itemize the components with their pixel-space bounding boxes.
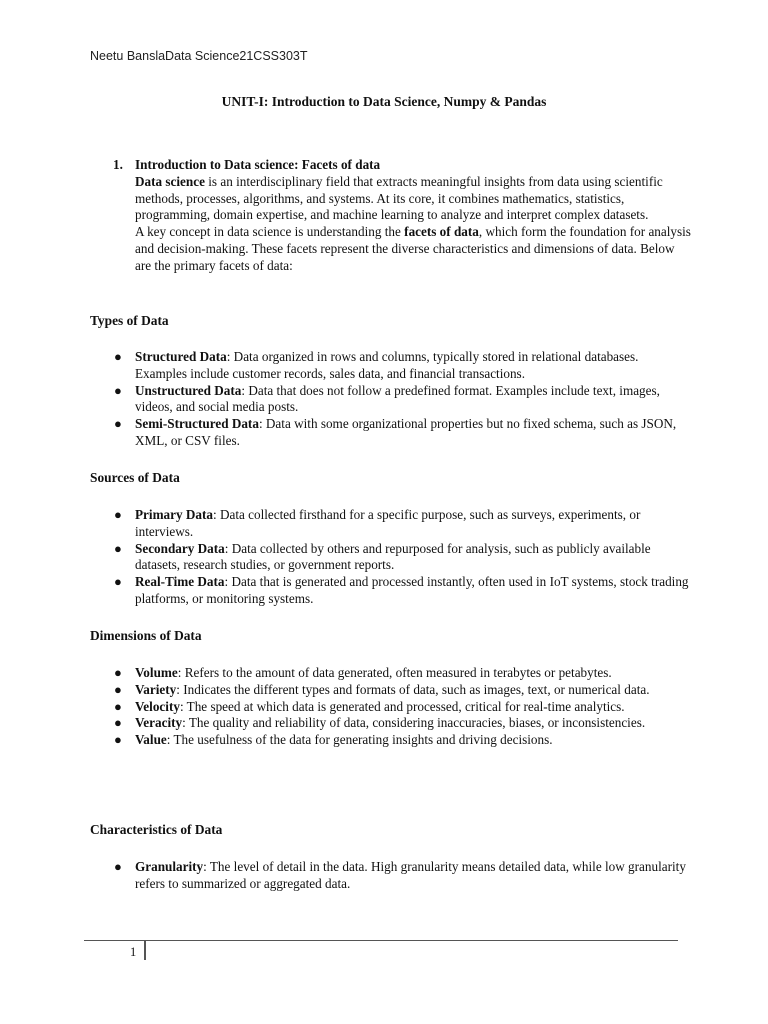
list-item-term: Unstructured Data (135, 382, 242, 398)
intro-paragraph-2 (135, 224, 693, 274)
types-list (90, 349, 690, 450)
list-item (90, 541, 690, 575)
list-item-term: Structured Data (135, 349, 227, 364)
bullet-icon: ● (114, 507, 122, 522)
bullet-icon: ● (114, 540, 122, 556)
list-item (90, 732, 690, 749)
list-item-desc: : The level of detail in the data. High granularity means detailed data, while low granularity refers to summarized or aggregated data. (135, 859, 686, 891)
bullet-icon: ● (114, 349, 122, 364)
intro-term: Data science (135, 173, 205, 189)
page-number: 1 (130, 945, 137, 959)
bullet-icon: ● (114, 732, 122, 748)
bullet-icon: ● (114, 681, 122, 697)
list-item-desc: : The speed at which data is generated and processed, critical for real-time analytics. (179, 698, 625, 714)
list-item-term: Variety (135, 681, 177, 697)
list-item-desc: : Indicates the different types and formats of data, such as images, text, or numerical data. (176, 681, 650, 697)
list-item (90, 574, 690, 608)
list-item (90, 699, 690, 716)
list-item-term: Veracity (135, 715, 183, 731)
list-item (90, 715, 690, 732)
section-heading: Introduction to Data science: Facets of data (135, 157, 381, 172)
sources-list (90, 507, 690, 608)
list-item (90, 859, 690, 893)
bullet-icon: ● (114, 698, 122, 714)
list-item-desc: : Data that does not follow a predefined format. Examples include text, images, videos, and social media posts. (135, 382, 660, 415)
bullet-icon: ● (114, 859, 122, 874)
types-heading: Types of Data (90, 313, 169, 328)
list-item (90, 665, 690, 682)
dimensions-list (90, 665, 690, 749)
list-item-term: Real-Time Data (135, 574, 225, 590)
list-item (90, 416, 690, 450)
facets-text-pre: A key concept in data science is understanding the (135, 224, 405, 240)
section-heading-row (113, 157, 693, 174)
section-number: 1. (113, 157, 123, 172)
list-item-desc: : Data that is generated and processed instantly, often used in IoT systems, stock trading platforms, or monitoring systems. (135, 574, 689, 606)
list-item (90, 682, 690, 699)
bullet-icon: ● (114, 416, 122, 432)
list-item-term: Semi-Structured Data (135, 416, 259, 432)
list-item-term: Value (135, 732, 167, 748)
dimensions-heading: Dimensions of Data (90, 628, 202, 643)
list-item (90, 383, 690, 417)
characteristics-list (90, 859, 690, 893)
list-item-term: Primary Data (135, 507, 213, 522)
intro-paragraph-1 (135, 174, 693, 224)
list-item-desc: : Refers to the amount of data generated, often measured in terabytes or petabytes. (177, 665, 612, 680)
bullet-icon: ● (114, 382, 122, 398)
list-item (90, 349, 690, 383)
bullet-icon: ● (114, 665, 122, 680)
characteristics-heading: Characteristics of Data (90, 822, 223, 837)
facets-text-post: , which form the foundation for analysis and decision-making. These facets represent the diverse characteristics and dimensions of data. Below are the primary facets of data: (135, 224, 691, 273)
unit-title: UNIT-I: Introduction to Data Science, Numpy & Pandas (221, 94, 547, 109)
list-item-term: Granularity (135, 859, 204, 874)
list-item-desc: : The quality and reliability of data, considering inaccuracies, biases, or inconsistencies. (182, 715, 646, 731)
list-item (90, 507, 690, 541)
list-item-desc: : The usefulness of the data for generating insights and driving decisions. (166, 732, 553, 748)
facets-term: facets of data (404, 224, 479, 240)
sources-heading: Sources of Data (90, 470, 180, 485)
list-item-desc: : Data collected firsthand for a specific purpose, such as surveys, experiments, or interviews. (135, 507, 641, 539)
intro-paragraphs (135, 174, 693, 275)
list-item-term: Velocity (135, 698, 180, 714)
bullet-icon: ● (114, 715, 122, 731)
section-intro (113, 157, 693, 275)
intro-text: is an interdisciplinary field that extracts meaningful insights from data using scientific methods, processes, algorithms, and systems. At its core, it combines mathematics, statistics, programming, domain expertise, and machine learning to analyze and interpret complex datasets. (135, 173, 663, 223)
list-item-desc: : Data collected by others and repurposed for analysis, such as publicly available datasets, research studies, or government reports. (135, 540, 651, 573)
bullet-icon: ● (114, 574, 122, 590)
page-header: Neetu BanslaData Science21CSS303T (90, 49, 308, 63)
list-item-term: Secondary Data (135, 540, 225, 556)
footer-divider (144, 940, 146, 960)
list-item-desc: : Data organized in rows and columns, typically stored in relational databases. Examples include customer records, sales data, and financial transactions. (135, 349, 639, 381)
footer-rule (84, 940, 678, 941)
list-item-desc: : Data with some organizational properties but no fixed schema, such as JSON, XML, or CSV files. (135, 416, 677, 448)
list-item-term: Volume (135, 665, 178, 680)
